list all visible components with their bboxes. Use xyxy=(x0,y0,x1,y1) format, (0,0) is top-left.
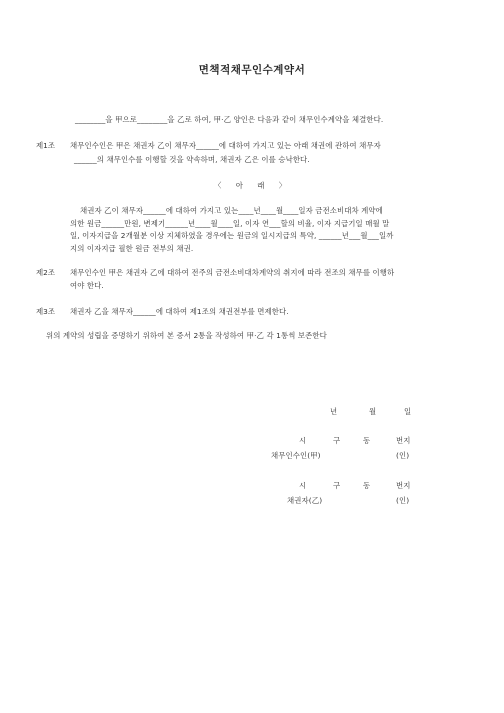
intro-paragraph: ________을 甲으로________을 乙로 하여, 甲·乙 양인은 다음과 같이 채무인수계약을 체결한다. xyxy=(75,115,384,124)
claim-line1: 채권자 乙이 채무자______에 대하여 가지고 있는____년____월____일자 금전소비대차 계약에 xyxy=(80,206,383,215)
article2-line1: 채무인수인 甲은 채권자 乙에 대하여 전주의 금전소비대차계약의 취지에 따라 전조의 채무를 이행하 xyxy=(70,268,395,277)
article2-label: 제2조 xyxy=(36,268,55,277)
document-title: 면책적채무인수계약서 xyxy=(198,64,306,76)
article1-line2: ______의 채무인수를 이행할 것을 약속하며, 채권자 乙은 이를 승낙한다. xyxy=(74,155,310,164)
article1-line1: 채무인수인은 甲은 채권자 乙이 채무자______에 대하여 가지고 있는 아래 채권에 관하여 채무자 xyxy=(70,141,381,150)
date-month: 월 xyxy=(369,407,377,416)
closing-paragraph: 위의 계약의 성립을 증명하기 위하여 본 증서 2통을 작성하여 甲·乙 각 1통씩 보존한다 xyxy=(46,331,327,340)
party1-dong: 동 xyxy=(363,436,371,445)
party2-beonji: 번지 xyxy=(396,481,411,490)
party2-seal: (인) xyxy=(396,496,410,505)
claim-line2: 의한 원금______만원, 변제기______년____월____일, 이자 연___할의 비율, 이자 지급기일 매월 말 xyxy=(70,219,390,228)
party2-role: 채권자(乙) xyxy=(287,496,323,505)
date-day: 일 xyxy=(404,407,412,416)
claim-line4: 지의 이자지급 필한 원금 전부의 채권. xyxy=(70,244,194,253)
party1-city: 시 xyxy=(299,436,307,445)
party1-district: 구 xyxy=(333,436,341,445)
party2-dong: 동 xyxy=(363,481,371,490)
party2-district: 구 xyxy=(333,481,341,490)
article3-line1: 채권자 乙을 채무자______에 대하여 제1조의 채권전부를 면제한다. xyxy=(70,307,289,316)
article2-line2: 여야 한다. xyxy=(70,281,104,290)
below-heading: 〈 아 래 〉 xyxy=(214,181,293,190)
party1-seal: (인) xyxy=(396,451,410,460)
party1-beonji: 번지 xyxy=(396,436,411,445)
date-year: 년 xyxy=(330,407,338,416)
party1-role: 채무인수인(甲) xyxy=(271,451,321,460)
claim-line3: 일, 이자지급을 2개월분 이상 지체하였을 경우에는 원금의 일시지급의 특약, ______년___월___일까 xyxy=(70,231,394,240)
article3-label: 제3조 xyxy=(36,307,55,316)
party2-city: 시 xyxy=(299,481,307,490)
article1-label: 제1조 xyxy=(36,141,55,150)
